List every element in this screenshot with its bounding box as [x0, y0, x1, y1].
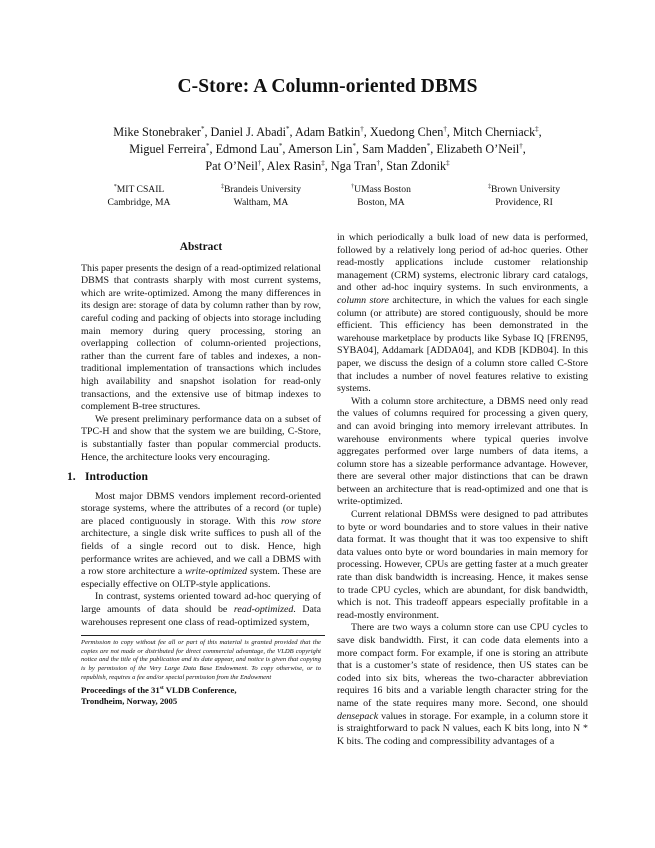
right-paragraph-2: With a column store architecture, a DBMS need only read the values of columns required for processing a given query, and can avoid bringing into memory irrelevant attributes. In warehouse environments where typical queries involve aggregates performed over large numbers of data items, a column store has a sizeable performance advantage. However, there are several other major distinctions that can be drawn between an architecture that is read-optimized and one that is write-optimized. [337, 395, 588, 508]
author-name: Adam Batkin [294, 125, 361, 139]
author-name: Amerson Lin [287, 142, 353, 156]
author-name: Sam Madden [362, 142, 427, 156]
right-column [337, 232, 588, 748]
author-name: Stan Zdonik [386, 159, 447, 173]
author-name: Elizabeth O’Neil [436, 142, 520, 156]
footnote-rule [81, 635, 325, 636]
author-name: Miguel Ferreira [129, 142, 207, 156]
author-name: Daniel J. Abadi [210, 125, 287, 139]
author-affiliation-mark: * [352, 141, 356, 150]
left-column [67, 241, 321, 707]
permission-notice: Permission to copy without fee all or part of this material is granted provided that the copies are not made or distributed for direct commercial advantage, the VLDB copyright notice and the title of the publication and its date appear, and notice is given that copying is by permission of the Very Large Data Base Endowment. To copy otherwise, or to republish, requires a fee and/or special permission from the Endowment [81, 639, 321, 681]
author-name: Mitch Cherniack [452, 125, 536, 139]
author-affiliation-mark: * [286, 124, 290, 133]
right-paragraph-4: There are two ways a column store can use CPU cycles to save disk bandwidth. First, it can code data elements into a more compact form. For example, if one is storing an attribute that is a customer’s state of residence, then US states can be coded into six bits, whereas the two-character abbreviation requires 16 bits and a variable length character string for the name of the state requires many more. Second, one should densepack values in storage. For example, in a column store it is straightforward to pack N values, each K bits long, into N * K bits. The coding and compressibility advantages of a [337, 622, 588, 747]
affiliations [0, 183, 655, 215]
author-affiliation-mark: * [426, 141, 431, 150]
author-affiliation-mark: ‡ [446, 158, 450, 167]
right-paragraph-1: in which periodically a bulk load of new data is performed, followed by a relatively long period of ad-hoc queries. Other read-mostly applications include customer relationship management (CRM) systems, electronic library card catalogs, and other ad-hoc inquiry systems. In such environments, a column store architecture, in which the values for each single column (or attribute) are stored contiguously, should be more efficient. This efficiency has been demonstrated in the warehouse marketplace by products like Sybase IQ [FREN95, SYBA04], Addamark [ADDA04], and KDB [KDB04]. In this paper, we discuss the design of a column store called C-Store that includes a number of novel features relative to existing systems. [337, 232, 588, 395]
intro-paragraph-1: Most major DBMS vendors implement record-oriented storage systems, where the attributes of a record (or tuple) are placed contiguously in storage. With this row store architecture, a single disk write suffices to push all of the fields of a single record out to disk. Hence, high performance writes are achieved, and we call a DBMS with a row store architecture a write-optimized system. These are especially effective on OLTP-style applications. [81, 490, 321, 590]
affiliation-brown: ‡Brown University Providence, RI [487, 183, 561, 208]
author-name: Mike Stonebraker [113, 125, 201, 139]
author-affiliation-mark: ‡ [321, 158, 325, 167]
affiliation-brandeis: ‡Brandeis University Waltham, MA [220, 183, 301, 208]
author-affiliation-mark: * [278, 141, 283, 150]
author-list: Mike Stonebraker*, Daniel J. Abadi*, Adam Batkin†, Xuedong Chen†, Mitch Cherniack‡, Miguel Ferreira*, Edmond Lau*, Amerson Lin*, Sam Madden*, Elizabeth O’Neil†, Pat O’Neil†, Alex Rasin‡, Nga Tran†, Stan Zdonik‡ [113, 124, 542, 173]
author-affiliation-mark: † [257, 158, 262, 167]
right-paragraph-3: Current relational DBMSs were designed to pad attributes to byte or word boundaries and to store values in their native data format. It was thought that it was too expensive to shift data values onto byte or word boundaries in main memory for processing. However, CPUs are getting faster at a much greater rate than disk bandwidth is increasing. Hence, it makes sense to trade CPU cycles, which are abundant, for disk bandwidth, which is not. This tradeoff appears especially profitable in a read-mostly environment. [337, 509, 588, 621]
author-affiliation-mark: * [206, 141, 210, 150]
affiliation-mit: *MIT CSAIL Cambridge, MA [107, 183, 171, 208]
author-name: Pat O’Neil [205, 159, 258, 173]
affiliation-umass: †UMass Boston Boston, MA [351, 183, 411, 208]
author-name: Xuedong Chen [369, 125, 444, 139]
author-affiliation-mark: † [519, 141, 523, 150]
author-affiliation-mark: * [200, 124, 205, 133]
section-title: Introduction [85, 470, 148, 484]
author-affiliation-mark: ‡ [535, 124, 539, 133]
author-name: Alex Rasin [266, 159, 322, 173]
author-affiliation-mark: † [376, 158, 381, 167]
paper-title: C-Store: A Column-oriented DBMS [177, 76, 478, 97]
author-affiliation-mark: † [360, 124, 364, 133]
section-heading-introduction [67, 471, 321, 484]
abstract-paragraph-1: This paper presents the design of a read-optimized relational DBMS that contrasts sharply with most current systems, which are write-optimized. Among the many differences in its design are: storage of data by column rather than by row, careful coding and packing of objects into storage including main memory during query processing, storing an overlapping collection of column-oriented projections, rather than the current fare of tables and indexes, a non-traditional implementation of transactions which includes high availability and snapshot isolation for read-only transactions, and the extensive use of bitmap indexes to complement B-tree structures. [81, 262, 321, 413]
author-name: Nga Tran [330, 159, 377, 173]
author-affiliation-mark: † [443, 124, 447, 133]
abstract-heading: Abstract [179, 241, 223, 253]
author-name: Edmond Lau [215, 142, 279, 156]
abstract-paragraph-2: We present preliminary performance data on a subset of TPC-H and show that the system we are building, C-Store, is substantially faster than popular commercial products. Hence, the architecture looks very encouraging. [81, 413, 321, 463]
intro-paragraph-2: In contrast, systems oriented toward ad-hoc querying of large amounts of data should be read-optimized. Data warehouses represent one class of read-optimized system, [81, 591, 321, 628]
proceedings-info: Proceedings of the 31st VLDB Conference, Trondheim, Norway, 2005 [81, 685, 237, 707]
section-number: 1. [67, 470, 76, 484]
